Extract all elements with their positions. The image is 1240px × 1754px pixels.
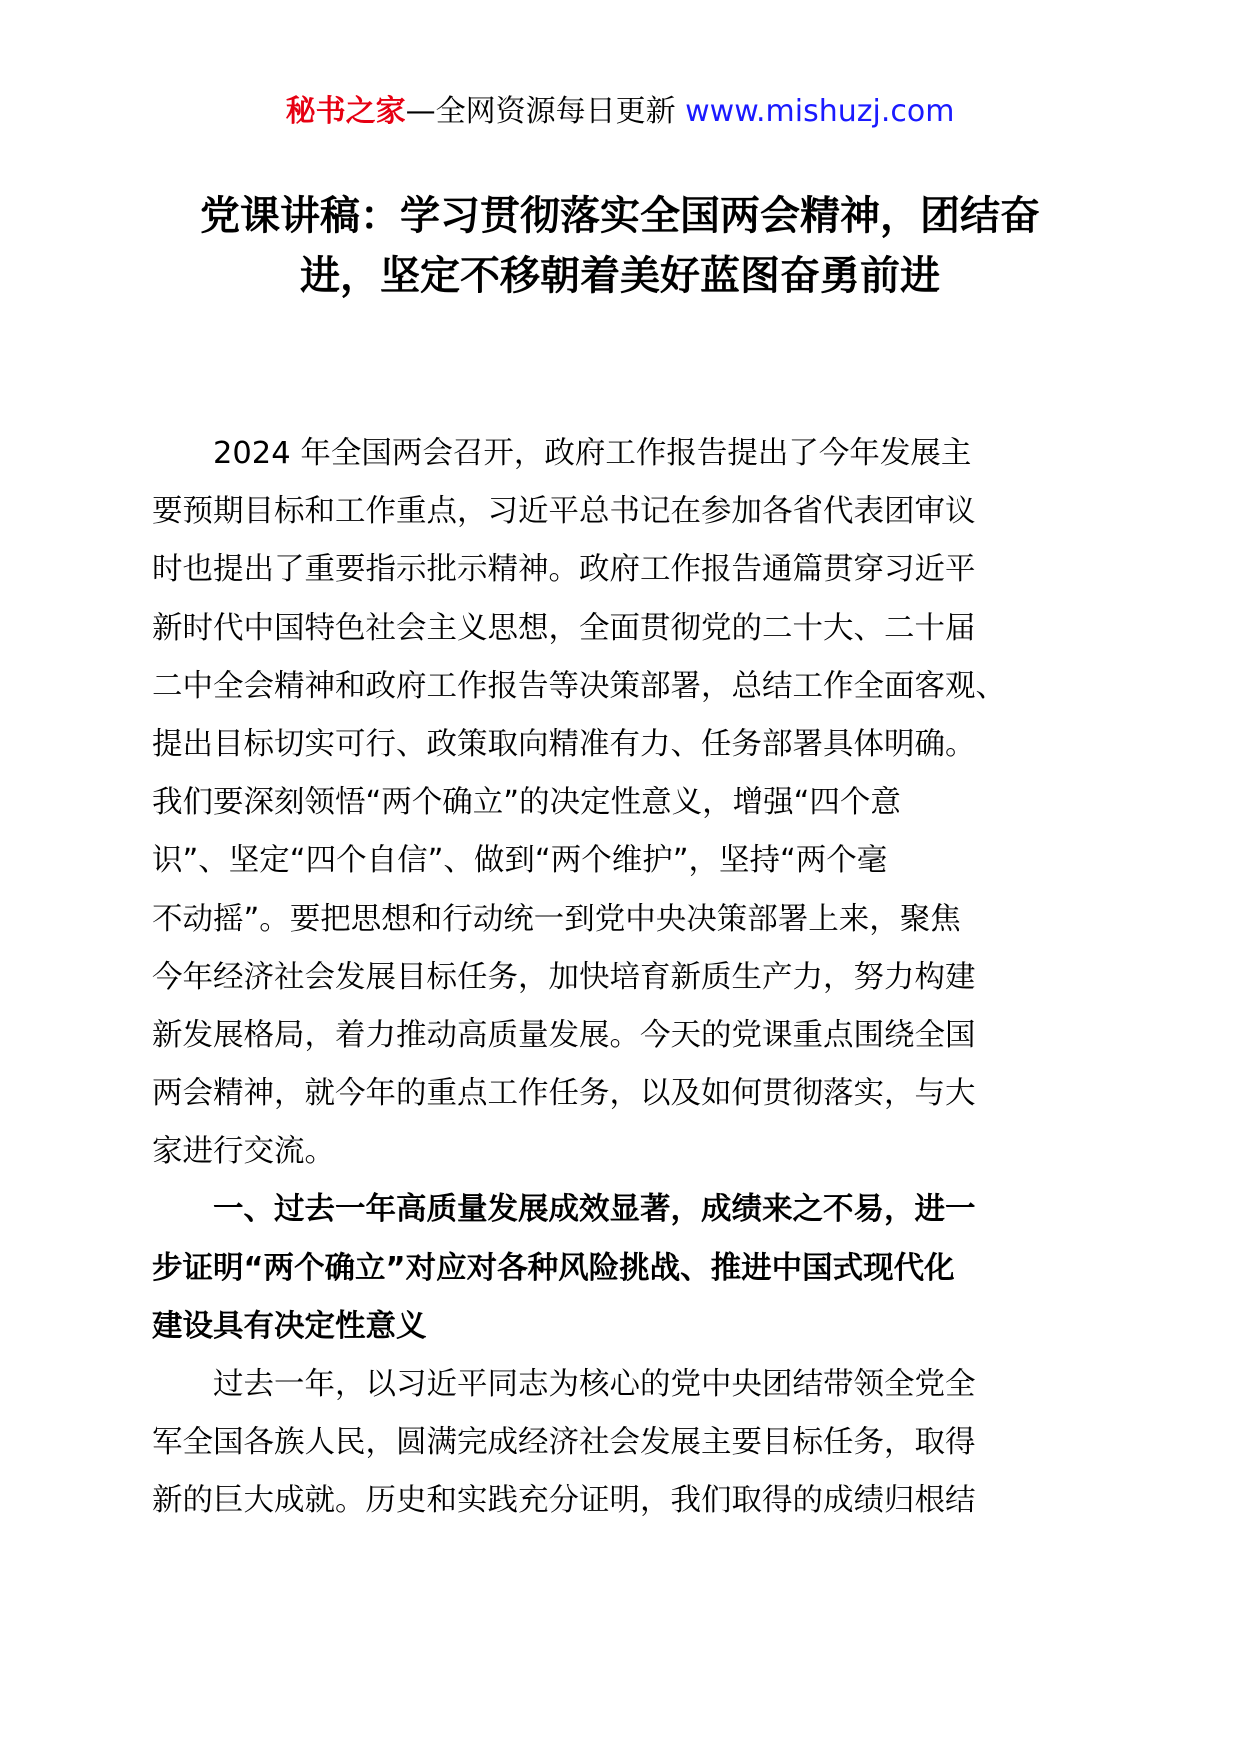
body-line: 不动摇”。要把思想和行动统一到党中央决策部署上来，聚焦	[152, 901, 961, 937]
body-line: 今年经济社会发展目标任务，加快培育新质生产力，努力构建	[152, 959, 976, 995]
site-brand: 秘书之家	[285, 94, 406, 129]
title-line: 进，坚定不移朝着美好蓝图奋勇前进	[300, 253, 940, 299]
site-tagline: —全网资源每日更新	[405, 94, 676, 129]
section-heading-line: 建设具有决定性意义	[152, 1308, 427, 1344]
body-line: 过去一年，以习近平同志为核心的党中央团结带领全党全	[152, 1367, 976, 1402]
title-line: 党课讲稿：学习贯彻落实全国两会精神，团结奋	[200, 193, 1040, 239]
body-line: 2024 年全国两会召开，政府工作报告提出了今年发展主	[152, 436, 972, 471]
body-line: 提出目标切实可行、政策取向精准有力、任务部署具体明确。	[152, 726, 976, 762]
document-title	[150, 186, 1090, 306]
site-header	[0, 92, 1240, 132]
body-line: 两会精神，就今年的重点工作任务，以及如何贯彻落实，与大	[152, 1076, 976, 1112]
body-line: 新时代中国特色社会主义思想，全面贯彻党的二十大、二十届	[152, 610, 976, 646]
body-line: 家进行交流。	[152, 1134, 335, 1170]
body-line: 新的巨大成就。历史和实践充分证明，我们取得的成绩归根结	[152, 1483, 976, 1519]
body-line: 我们要深刻领悟“两个确立”的决定性意义，增强“四个意	[152, 785, 901, 821]
body-line: 二中全会精神和政府工作报告等决策部署，总结工作全面客观、	[152, 668, 1006, 704]
body-line: 识”、坚定“四个自信”、做到“两个维护”，坚持“两个毫	[152, 843, 888, 879]
body-line: 要预期目标和工作重点，习近平总书记在参加各省代表团审议	[152, 494, 976, 530]
site-url-link[interactable]: www.mishuzj.com	[685, 94, 955, 129]
document-body	[152, 425, 1092, 1531]
body-line: 新发展格局，着力推动高质量发展。今天的党课重点围绕全国	[152, 1017, 976, 1053]
body-line: 军全国各族人民，圆满完成经济社会发展主要目标任务，取得	[152, 1425, 976, 1461]
body-line: 时也提出了重要指示批示精神。政府工作报告通篇贯穿习近平	[152, 552, 976, 588]
section-heading-line: 步证明“两个确立”对应对各种风险挑战、推进中国式现代化	[152, 1250, 955, 1286]
section-heading-line: 一、过去一年高质量发展成效显著，成绩来之不易，进一	[152, 1192, 976, 1228]
